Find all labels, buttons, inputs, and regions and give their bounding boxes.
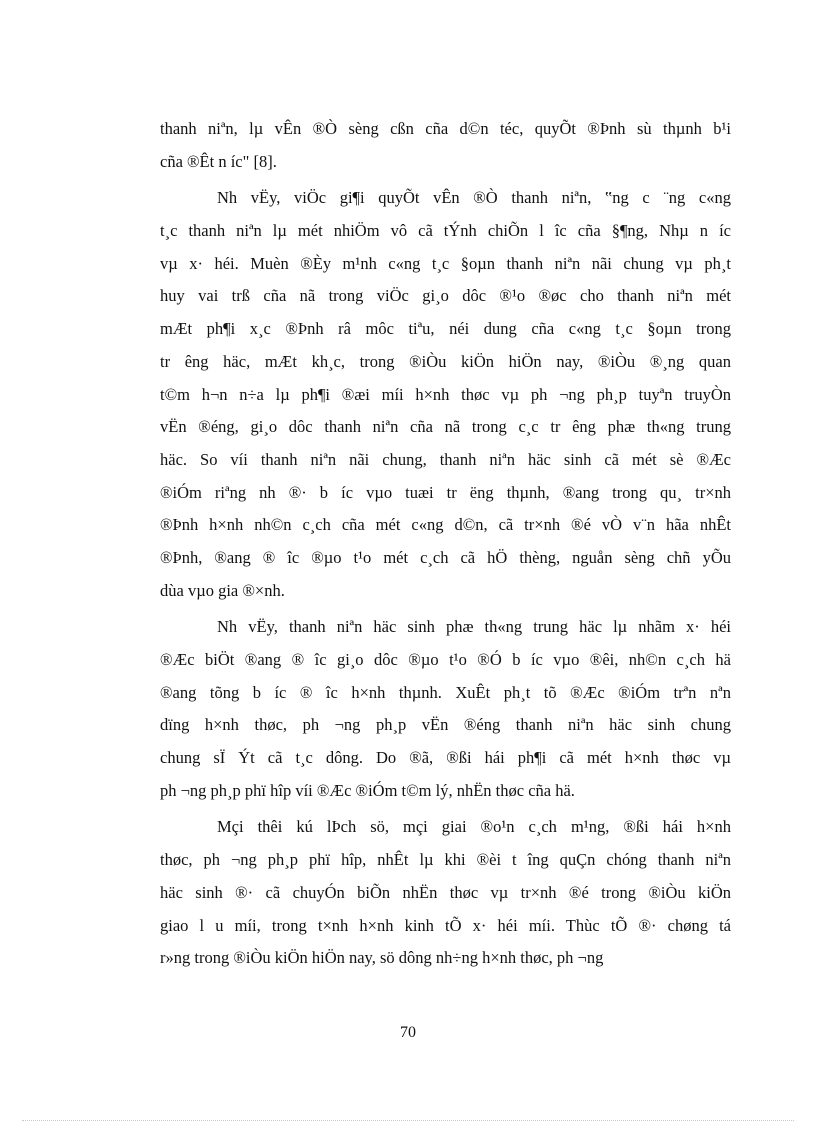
text-line: dùa vµo gia ®×nh. [160, 580, 285, 600]
text-line: giao l u míi, trong t×nh h×nh kinh tÕ x· héi míi. Thùc tÕ ®· chøng tá [160, 915, 731, 935]
page-number: 70 [400, 1024, 416, 1041]
text-line: vËn ®éng, gi¸o dôc thanh niªn cña nã trong c¸c tr êng phæ th«ng trung [160, 417, 731, 437]
body-text [160, 113, 731, 975]
paragraph [160, 811, 731, 974]
text-line: ®ang tõng b íc ® îc h×nh thµnh. XuÊt ph¸t tõ ®Æc ®iÓm trªn nªn [160, 682, 731, 702]
paragraph [160, 113, 731, 178]
text-line: ph ¬ng ph¸p phï hîp víi ®Æc ®iÓm t©m lý, nhËn thøc cña hä. [160, 780, 575, 800]
text-line: tr êng häc, mÆt kh¸c, trong ®iÒu kiÖn hiÖn nay, ®iÒu ®¸ng quan [160, 351, 731, 371]
text-line: häc sinh ®· cã chuyÓn biÕn nhËn thøc vµ tr×nh ®é trong ®iÒu kiÖn [160, 882, 731, 902]
text-line: chung sÏ Ýt cã t¸c dông. Do ®ã, ®ßi hái ph¶i cã mét h×nh thøc vµ [160, 748, 731, 768]
text-line: thøc, ph ¬ng ph¸p phï hîp, nhÊt lµ khi ®èi t îng quÇn chóng thanh niªn [160, 850, 731, 870]
text-line: Nh vËy, thanh niªn häc sinh phæ th«ng trung häc lµ nhãm x· héi [217, 617, 731, 637]
paragraph [160, 182, 731, 607]
text-line: cña ®Êt n íc" [8]. [160, 151, 277, 171]
text-line: Nh vËy, viÖc gi¶i quyÕt vÊn ®Ò thanh niªn, ‟ng c ¨ng c«ng [217, 188, 731, 208]
text-line: r»ng trong ®iÒu kiÖn hiÖn nay, sö dông nh÷ng h×nh thøc, ph ¬ng [160, 948, 604, 968]
page-bottom-divider [22, 1120, 794, 1121]
text-line: ®Æc biÖt ®ang ® îc gi¸o dôc ®µo t¹o ®Ó b íc vµo ®êi, nh©n c¸ch hä [160, 650, 731, 669]
paragraph [160, 611, 731, 807]
text-line: vµ x· héi. Muèn ®Èy m¹nh c«ng t¸c §oµn thanh niªn nãi chung vµ ph¸t [160, 253, 731, 273]
text-line: mÆt ph¶i x¸c ®Þnh râ môc tiªu, néi dung cña c«ng t¸c §oµn trong [160, 319, 731, 339]
text-line: ®iÓm riªng nh ®· b íc vµo tuæi tr ëng thµnh, ®ang trong qu¸ tr×nh [160, 482, 731, 502]
text-line: ®Þnh, ®ang ® îc ®µo t¹o mét c¸ch cã hÖ thèng, nguån sèng chñ yÕu [160, 547, 731, 567]
text-line: Mçi thêi kú lÞch sö, mçi giai ®o¹n c¸ch m¹ng, ®ßi hái h×nh [217, 817, 731, 837]
text-line: häc. So víi thanh niªn nãi chung, thanh niªn häc sinh cã mét sè ®Æc [160, 449, 731, 469]
text-line: t©m h¬n n÷a lµ ph¶i ®æi míi h×nh thøc vµ ph ¬ng ph¸p tuyªn truyÒn [160, 384, 731, 404]
text-line: dïng h×nh thøc, ph ¬ng ph¸p vËn ®éng thanh niªn häc sinh chung [160, 715, 731, 735]
text-line: thanh niªn, lµ vÊn ®Ò sèng cßn cña d©n téc, quyÕt ®Þnh sù thµnh b¹i [160, 119, 731, 138]
text-line: ®Þnh h×nh nh©n c¸ch cña mét c«ng d©n, cã tr×nh ®é vÒ v¨n hãa nhÊt [160, 515, 731, 535]
text-line: huy vai trß cña nã trong viÖc gi¸o dôc ®¹o ®øc cho thanh niªn mét [160, 286, 731, 306]
text-line: t¸c thanh niªn lµ mét nhiÖm vô cã tÝnh chiÕn l îc cña §¶ng, Nhµ n íc [160, 221, 731, 241]
